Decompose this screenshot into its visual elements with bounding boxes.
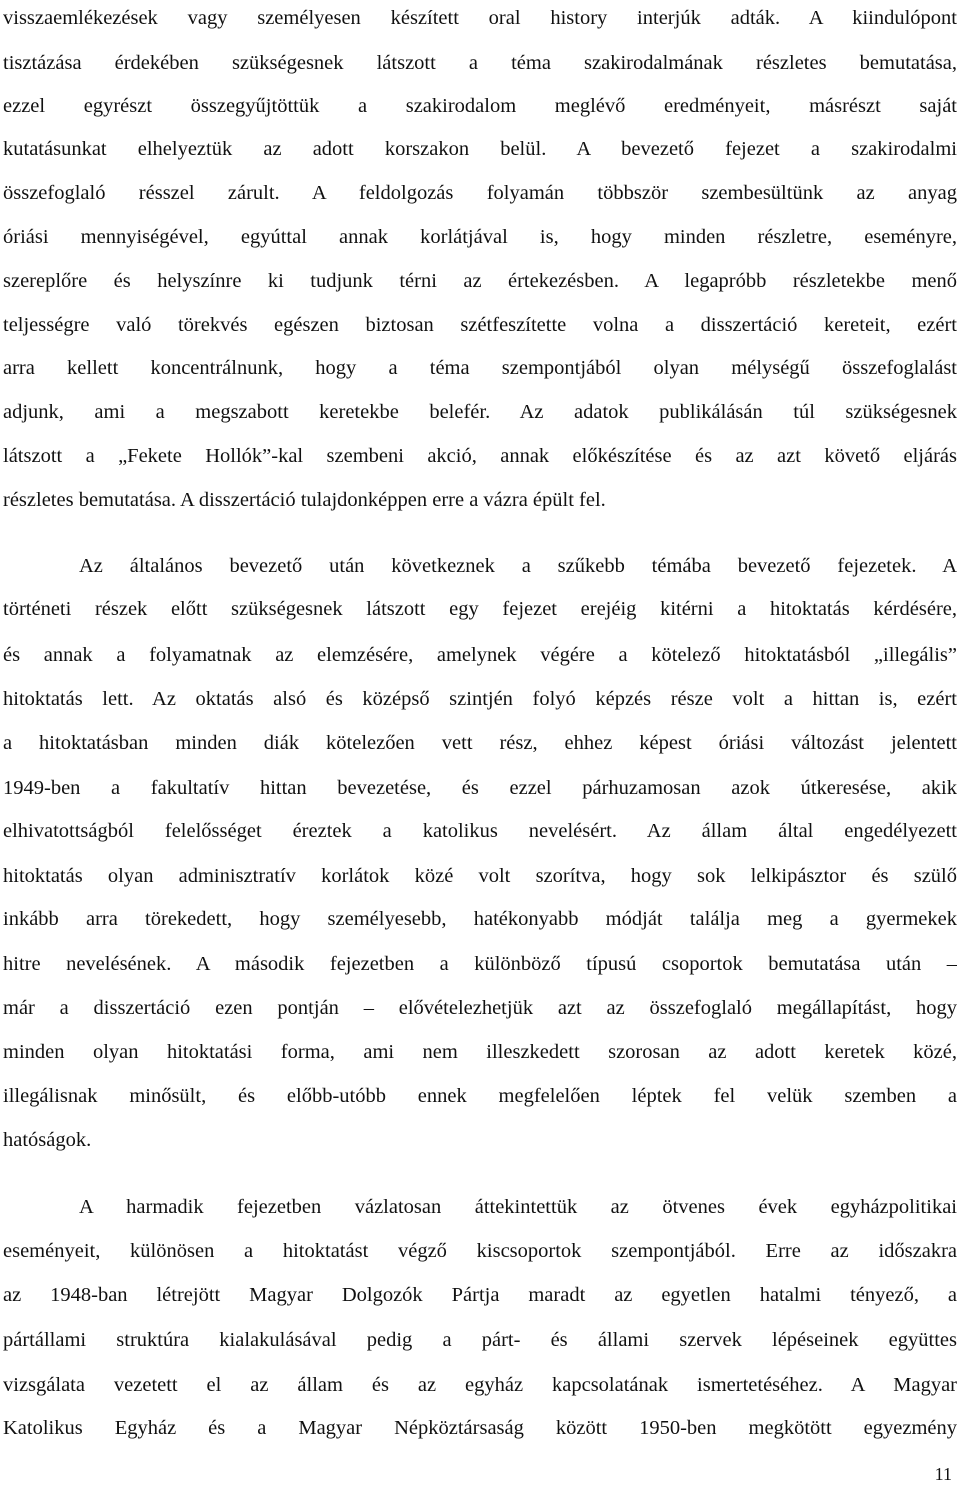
text-line: a hitoktatásban minden diák kötelezően vett rész, ehhez képest óriási változást jelentett [3,732,957,754]
text-line: részletes bemutatása. A disszertáció tulajdonképpen erre a vázra épült fel. [3,489,606,511]
text-line: kutatásunkat elhelyeztük az adott korszakon belül. A bevezető fejezet a szakirodalmi [3,138,957,160]
text-line: adjunk, ami a megszabott keretekbe belefér. Az adatok publikálásán túl szükségesnek [3,401,957,423]
text-line: pártállami struktúra kialakulásával pedig a párt- és állami szervek lépéseinek együttes [3,1329,957,1351]
text-line: szereplőre és helyszínre ki tudjunk térni az értekezésben. A legapróbb részletekbe menő [3,270,957,292]
text-line: ezzel egyrészt összegyűjtöttük a szakirodalom meglévő eredményeit, másrészt saját [3,95,957,117]
text-line: Az általános bevezető után következnek a szűkebb témába bevezető fejezetek. A [79,555,957,577]
text-line: hitoktatás lett. Az oktatás alsó és középső szintjén folyó képzés része volt a hittan is, ezért [3,688,957,710]
page-number: 11 [934,1464,952,1484]
text-line: A harmadik fejezetben vázlatosan áttekintettük az ötvenes évek egyházpolitikai [79,1196,957,1218]
text-line: és annak a folyamatnak az elemzésére, amelynek végére a kötelező hitoktatásból „illegális” [3,644,957,666]
text-line: látszott a „Fekete Hollók”-kal szembeni akció, annak előkészítése és az azt követő eljárás [3,445,957,467]
text-line: visszaemlékezések vagy személyesen készített oral history interjúk adták. A kiindulópont [3,7,957,29]
text-line: elhivatottságból felelősséget éreztek a katolikus nevelésért. Az állam által engedélyezett [3,820,957,842]
text-line: inkább arra törekedett, hogy személyesebb, hatékonyabb módját találja meg a gyermekek [3,908,957,930]
text-line: történeti részek előtt szükségesnek látszott egy fejezet erejéig kitérni a hitoktatás kérdésére, [3,598,957,620]
text-line: teljességre való törekvés egészen biztosan szétfeszítette volna a disszertáció kereteit, ezért [3,314,957,336]
text-line: tisztázása érdekében szükségesnek látszott a téma szakirodalmának részletes bemutatása, [3,52,957,74]
text-line: arra kellett koncentrálnunk, hogy a téma szempontjából olyan mélységű összefoglalást [3,357,957,379]
text-line: minden olyan hitoktatási forma, ami nem illeszkedett szorosan az adott keretek közé, [3,1041,957,1063]
text-line: Katolikus Egyház és a Magyar Népköztársaság között 1950-ben megkötött egyezmény [3,1417,957,1439]
text-line: már a disszertáció ezen pontján – elővételezhetjük azt az összefoglaló megállapítást, hogy [3,997,957,1019]
text-line: összefoglaló résszel zárult. A feldolgozás folyamán többször szembesültünk az anyag [3,182,957,204]
text-line: 1949-ben a fakultatív hittan bevezetése, és ezzel párhuzamosan azok útkeresése, akik [3,777,957,799]
text-line: az 1948-ban létrejött Magyar Dolgozók Pártja maradt az egyetlen hatalmi tényező, a [3,1284,957,1306]
text-line: hitre nevelésének. A második fejezetben a különböző típusú csoportok bemutatása után – [3,953,957,975]
text-line: vizsgálata vezetett el az állam és az egyház kapcsolatának ismertetéséhez. A Magyar [3,1374,957,1396]
text-line: illegálisnak minősült, és előbb-utóbb ennek megfelelően léptek fel velük szemben a [3,1085,957,1107]
text-line: eseményeit, különösen a hitoktatást végző kiscsoportok szempontjából. Erre az időszakra [3,1240,957,1262]
text-line: hitoktatás olyan adminisztratív korlátok közé volt szorítva, hogy sok lelkipásztor és szülő [3,865,957,887]
text-line: óriási mennyiségével, egyúttal annak korlátjával is, hogy minden részletre, eseményre, [3,226,957,248]
text-line: hatóságok. [3,1129,92,1151]
